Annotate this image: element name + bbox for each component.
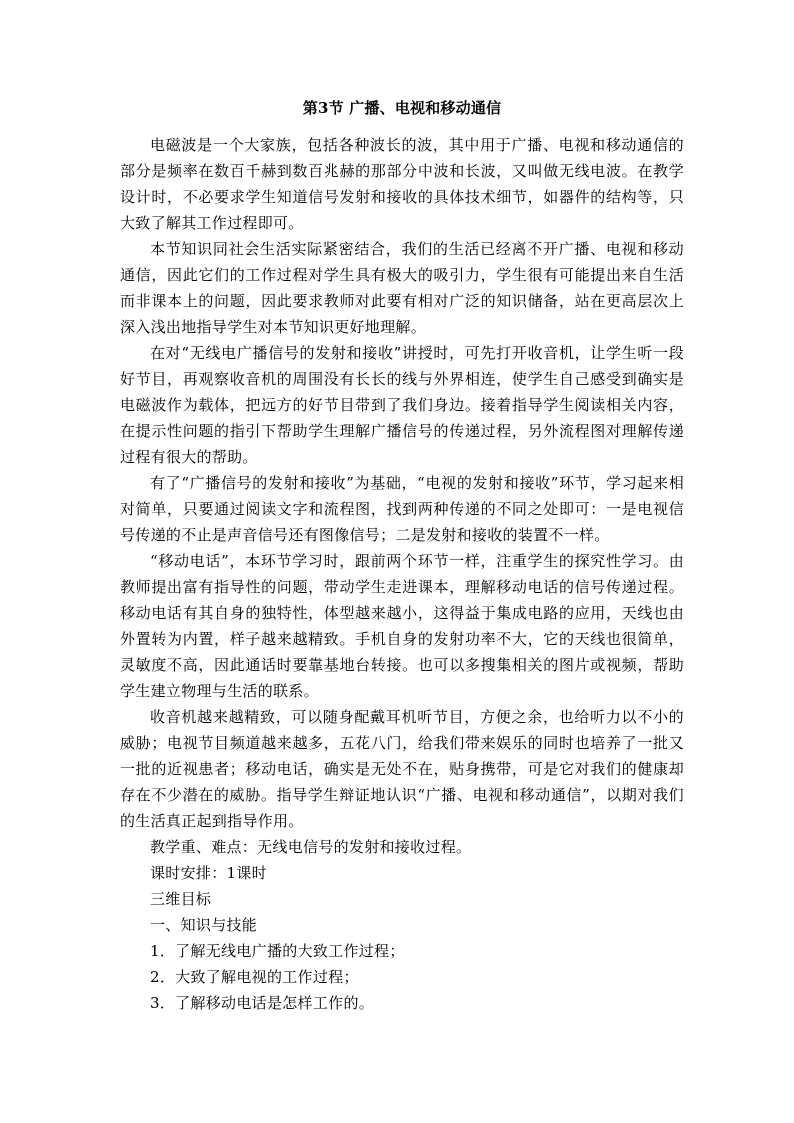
document-page xyxy=(120,96,684,1016)
paragraph-social-life: 本节知识同社会生活实际紧密结合，我们的生活已经离不开广播、电视和移动通信，因此它们的工作过程对学生具有极大的吸引力，学生很有可能提出来自生活而非课本上的问题，因此要求教师对此要有相对广泛的知识储备，站在更高层次上深入浅出地指导学生对本节知识更好地理解。 xyxy=(120,240,684,336)
key-points-line: 教学重、难点：无线电信号的发射和接收过程。 xyxy=(150,838,472,856)
objective-item-1: 1．了解无线电广播的大致工作过程； xyxy=(150,942,405,960)
document-title: 第3节 广播、电视和移动通信 xyxy=(302,99,502,117)
schedule-line: 课时安排：1课时 xyxy=(150,864,267,882)
paragraph-dialectical: 收音机越来越精致，可以随身配戴耳机听节目，方便之余，也给听力以不小的威胁；电视节目频道越来越多，五花八门，给我们带来娱乐的同时也培养了一批又一批的近视患者；移动电话，确实是无处不在，贴身携带，可是它对我们的健康却存在不少潜在的威胁。指导学生辩证地认识“广播、电视和移动通信”，以期对我们的生活真正起到指导作用。 xyxy=(120,708,684,830)
objectives-heading: 三维目标 xyxy=(150,890,212,908)
knowledge-skills-heading: 一、知识与技能 xyxy=(150,916,258,934)
paragraph-mobile-phone: “移动电话”，本环节学习时，跟前两个环节一样，注重学生的探究性学习。由教师提出富有指导性的问题，带动学生走进课本，理解移动电话的信号传递过程。移动电话有其自身的独特性，体型越来越小，这得益于集成电路的应用，天线也由外置转为内置，样子越来越精致。手机自身的发射功率不大，它的天线也很简单，灵敏度不高，因此通话时要靠基地台转接。也可以多搜集相关的图片或视频，帮助学生建立物理与生活的联系。 xyxy=(120,552,684,700)
objective-item-2: 2．大致了解电视的工作过程； xyxy=(150,968,359,986)
paragraph-radio: 在对“无线电广播信号的发射和接收”讲授时，可先打开收音机，让学生听一段好节目，再观察收音机的周围没有长长的线与外界相连，使学生自己感受到确实是电磁波作为载体，把远方的好节目带到了我们身边。接着指导学生阅读相关内容，在提示性问题的指引下帮助学生理解广播信号的传递过程，另外流程图对理解传递过程有很大的帮助。 xyxy=(120,344,684,466)
paragraph-television: 有了“广播信号的发射和接收”为基础，“电视的发射和接收”环节，学习起来相对简单，只要通过阅读文字和流程图，找到两种传递的不同之处即可：一是电视信号传递的不止是声音信号还有图像信号；二是发射和接收的装置不一样。 xyxy=(120,474,684,544)
objective-item-3: 3．了解移动电话是怎样工作的。 xyxy=(150,994,375,1012)
paragraph-intro: 电磁波是一个大家族，包括各种波长的波，其中用于广播、电视和移动通信的部分是频率在数百千赫到数百兆赫的那部分中波和长波，又叫做无线电波。在教学设计时，不必要求学生知道信号发射和接收的具体技术细节，如器件的结构等，只大致了解其工作过程即可。 xyxy=(120,136,684,232)
